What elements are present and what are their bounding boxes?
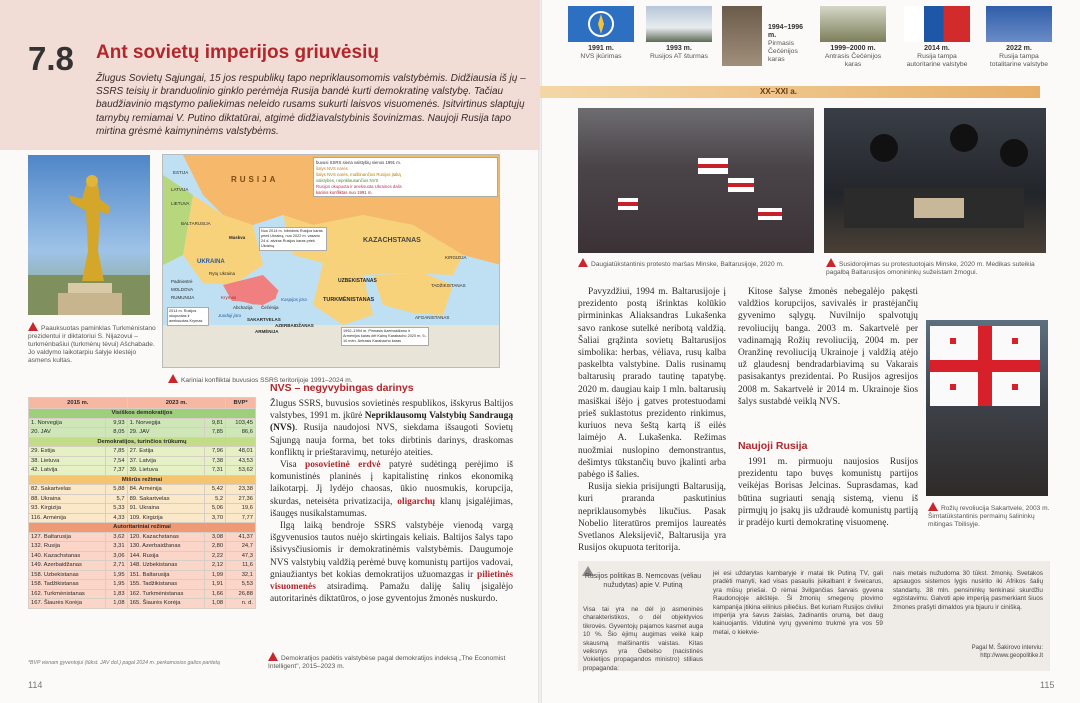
chapter-number: 7.8	[28, 40, 74, 77]
map-label-azerbaijan: AZERBAIDŽANAS	[275, 323, 314, 328]
warning-triangle-icon	[928, 502, 938, 511]
timeline-item-2014: 2014 m. Rusija tampa autoritarine valstybe	[902, 6, 972, 69]
table-cell: 53,62	[226, 466, 256, 476]
table-cell: 5,2	[204, 494, 225, 504]
table-cell: 7,38	[204, 456, 225, 466]
chapter-title: Ant sovietų imperijos griuvėsių	[96, 42, 379, 63]
table-cell: 8,05	[106, 428, 127, 438]
page-number-right: 115	[1040, 680, 1055, 690]
timeline-item-1999: 1999–2000 m. Antrasis Čečėnijos karas	[818, 6, 888, 69]
table-cell: 144. Rusija	[127, 551, 204, 561]
map-label-transnistria: Padniestrė	[171, 279, 193, 284]
warning-triangle-icon	[168, 374, 178, 383]
table-header-row	[29, 398, 256, 409]
table-cell: 130. Azerbaidžanas	[127, 542, 204, 552]
statue-photo	[28, 155, 150, 315]
map-label-afghanistan: AFGANISTANAS	[415, 315, 450, 320]
table-cell: 7,96	[204, 447, 225, 457]
table-section-row	[29, 475, 256, 485]
table-cell: 120. Kazachstanas	[127, 532, 204, 542]
table-cell: 3,06	[106, 551, 127, 561]
table-section-row	[29, 523, 256, 533]
warning-triangle-icon	[268, 652, 278, 661]
table-row	[29, 447, 256, 457]
map-label-moscow: Maskva	[229, 235, 246, 240]
table-cell: 1. Norvegija	[127, 418, 204, 428]
table-cell: 1,08	[106, 599, 127, 609]
table-cell: 165. Šiaurės Korėja	[127, 599, 204, 609]
table-header-gdp: BVP*	[226, 398, 256, 409]
table-cell: 162. Turkmėnistanas	[127, 589, 204, 599]
protest-crackdown-caption: Susidorojimas su protestuotojais Minske, 2020 m. Medikas suteikia pagalbą Baltarusijos omonininkų sužeistam žmogui.	[826, 258, 1048, 277]
table-cell: 39. Lietuva	[127, 466, 204, 476]
table-section-row	[29, 409, 256, 419]
table-row	[29, 513, 256, 523]
new-russia-text: 1991 m. pirmuoju naujosios Rusijos prezidentu tapo buvęs komunistų partijos veikėjas Borisas Jelcinas. Suprasdamas, kad būtina sugriauti senąją sistemą, vienu iš pirmųjų jo įsakų jis uždraudė komunistų partiją ir pradėjo kurti demokratinę visuomenę.	[738, 457, 918, 529]
table-row	[29, 542, 256, 552]
table-cell: 29. Estija	[29, 447, 106, 457]
map-label-tajikistan: TADŽIKISTANAS	[431, 283, 466, 288]
map-label-lithuania: LIETUVA	[171, 201, 190, 206]
table-cell: 23,38	[226, 485, 256, 495]
chechen-fighter-photo	[722, 6, 762, 66]
table-cell: 149. Azerbaidžanas	[29, 561, 106, 571]
table-section-title: Demokratijos, turinčios trūkumų	[29, 437, 256, 447]
nvs-paragraph-1: Žlugus SSRS, buvusios sovietinės respublikos, išskyrus Baltijos valstybes, 1991 m. įkūrė Nepriklausomų Valstybių Sandraugą (NVS). Rusija naudojosi NVS, siekdama išsaugoti Sovietų Sąjungą nauja forma, bet toks dirbtinis darinys, draskomas konfliktų ir prieštaravimų, neturėjo ateities.	[270, 399, 514, 458]
map-label-uzbekistan: UZBEKISTANAS	[338, 278, 377, 284]
timeline-item-1991: 1991 m. NVS įkūrimas	[566, 6, 636, 61]
table-section-row	[29, 437, 256, 447]
table-cell: n. d.	[226, 599, 256, 609]
nvs-paragraph-2: Visa posovietinė erdvė patyrė sudėtingą perėjimo iš komunistinės planinės į kapitalistinę rinkos ekonomiką laikotarpį. Jį lydėjo chaosas, ūkio nuosmukis, korupcija, skurdas, neteisėta privatizacija, oligarchų klanų įsigalėjimas, išaugęs nusikalstamumas.	[270, 460, 513, 519]
chapter-intro: Žlugus Sovietų Sąjungai, 15 jos respublikų tapo nepriklausomomis valstybėmis. Didžiausia iš jų – SSRS teisių ir branduolinio ginklo perėmėja Rusija bandė kurti demokratinę valstybę. Tačiau baudžiavinio mąstymo paliekimas neleido rusams sukurti laisvos visuomenės. Įsitvirtinus slaptųjų tarnybų remiamai V. Putino diktatūrai, atgimė didžiavalstybinis šovinizmas. Naujoji Rusija tapo mirtina grėsmė kaimyninėms valstybėms.	[96, 73, 526, 137]
table-row	[29, 561, 256, 571]
table-cell: 89. Sakartvelas	[127, 494, 204, 504]
map-label-chechnya: Čečėnija	[261, 305, 279, 310]
warning-triangle-icon	[28, 322, 38, 331]
map-label-kyrgyzstan: KIRGIZIJA	[445, 255, 467, 260]
table-cell: 7,37	[106, 466, 127, 476]
table-row	[29, 551, 256, 561]
map-label-crimea: Krymas	[221, 295, 237, 300]
rose-revolution-photo	[926, 320, 1048, 496]
table-cell: 37. Latvija	[127, 456, 204, 466]
table-row	[29, 456, 256, 466]
map-note-karabakh: 1992–1994 m. Pirmasis Azerbaidžano ir Armėnijos karas dėl Kalnų Karabacho 2020 m. 9–10 mėn. Antrasis Karabacho karas	[341, 327, 429, 346]
table-cell: 1,95	[106, 570, 127, 580]
table-cell: 103,45	[226, 418, 256, 428]
map-label-russia: RUSIJA	[231, 175, 279, 184]
timeline-item-1993: 1993 m. Rusijos AT šturmas	[644, 6, 714, 61]
quote-column-3: nais metais nužudoma 30 tūkst. žmonių. Svetakos apsaugos sistemos lygis nusirito iki Afrikos šalių standartų. 38 mln. pensininkų tenkinasi skurdžiu egzistavimu. Galvoti apie imperiją pasmerkiant šiuos žmones prašyti dimaldos yra bjauru ir cinišką.	[893, 570, 1043, 611]
protest-crackdown-photo	[824, 108, 1046, 253]
timeline-era-label: XX–XXI a.	[760, 87, 797, 96]
table-cell: 86,6	[226, 428, 256, 438]
table-cell: 5,06	[204, 504, 225, 514]
table-cell: 91. Ukraina	[127, 504, 204, 514]
table-section-title: Mišrūs režimai	[29, 475, 256, 485]
table-cell: 158. Uzbekistanas	[29, 570, 106, 580]
quote-column-1: Visa tai yra ne dėl jo asmeninės charakteristikos, o dėl objektyvios tikrovės. Gyventojų pajamos kasmet auga 10 %. Šio ėjimų augimas veikė kaip skausmą malšinantis vaistas. Kitas veiksnys yra Gebelso (nacistinės Vokietijos propagandos ministro) stiliaus propaganda:	[583, 606, 703, 672]
map-label-georgia: SAKARTVELAS	[247, 317, 281, 322]
table-footnote: *BVP vienam gyventojui (tūkst. JAV dol.) pagal 2024 m. perkamosios galios paritetą	[28, 660, 220, 666]
table-row	[29, 494, 256, 504]
map-note-crimea: 2014 m. Rusijos okupuotas ir aneksuotas Krymas	[167, 307, 209, 326]
table-cell: 1,83	[106, 589, 127, 599]
democracy-index-table	[28, 397, 256, 609]
table-cell: 20. JAV	[29, 428, 106, 438]
table-cell: 3,70	[204, 513, 225, 523]
timeline-item-1994: 1994–1996 m. Pirmasis Čečėnijos karas	[722, 6, 812, 66]
table-cell: 84. Armėnija	[127, 485, 204, 495]
table-cell: 1,91	[204, 580, 225, 590]
table-row	[29, 504, 256, 514]
table-header-2015: 2015 m.	[29, 398, 128, 409]
table-cell: 2,12	[204, 561, 225, 571]
table-row	[29, 428, 256, 438]
table-cell: 3,08	[204, 532, 225, 542]
table-cell: 5,7	[106, 494, 127, 504]
table-cell: 93. Kirgizija	[29, 504, 106, 514]
map-label-moldova: MOLDOVA	[171, 287, 194, 292]
table-cell: 5,42	[204, 485, 225, 495]
table-row	[29, 485, 256, 495]
table-row	[29, 532, 256, 542]
table-cell: 41,37	[226, 532, 256, 542]
cis-emblem-icon	[568, 6, 634, 42]
table-cell: 5,88	[106, 485, 127, 495]
table-cell: 3,62	[106, 532, 127, 542]
table-cell: 1. Norvegija	[29, 418, 106, 428]
table-cell: 43,53	[226, 456, 256, 466]
table-cell: 4,33	[106, 513, 127, 523]
table-cell: 42. Latvija	[29, 466, 106, 476]
table-cell: 2,71	[106, 561, 127, 571]
table-cell: 2,22	[204, 551, 225, 561]
map-label-turkmenistan: TURKMĖNISTANAS	[323, 297, 375, 303]
map-label-caspian: Kaspijos jūra	[281, 297, 307, 302]
table-cell: 19,6	[226, 504, 256, 514]
map-label-kazakhstan: KAZACHSTANAS	[363, 237, 421, 244]
table-cell: 5,53	[226, 580, 256, 590]
map-label-east-ukraine: Rytų Ukraina	[209, 271, 236, 276]
table-header-2023: 2023 m.	[127, 398, 226, 409]
table-cell: 151. Baltarusija	[127, 570, 204, 580]
nvs-text	[270, 398, 513, 605]
table-cell: 1,66	[204, 589, 225, 599]
table-cell: 7,77	[226, 513, 256, 523]
table-row	[29, 466, 256, 476]
warning-triangle-icon	[578, 258, 588, 267]
table-row	[29, 570, 256, 580]
map-label-armenia: ARMĖNIJA	[255, 329, 279, 334]
table-cell: 140. Kazachstanas	[29, 551, 106, 561]
table-cell: 27,36	[226, 494, 256, 504]
table-cell: 155. Tadžikistanas	[127, 580, 204, 590]
putin-speech-photo	[986, 6, 1052, 42]
table-cell: 109. Kirgizija	[127, 513, 204, 523]
table-cell: 158. Tadžikistanas	[29, 580, 106, 590]
parliament-photo	[646, 6, 712, 42]
table-cell: 9,81	[204, 418, 225, 428]
map-label-black-sea: Juodoji jūra	[218, 313, 242, 318]
warning-triangle-icon	[826, 258, 836, 267]
table-cell: 32,1	[226, 570, 256, 580]
map-label-romania: RUMUNIJA	[171, 295, 195, 300]
quote-title: Rusijos politikas B. Nemcovas (vėliau nužudytas) apie V. Putiną	[584, 573, 702, 589]
table-cell: 29. JAV	[127, 428, 204, 438]
table-cell: 47,3	[226, 551, 256, 561]
rose-revolution-caption: Rožių revoliucija Sakartvele, 2003 m. Šimtatūkstantinis permainų šalininkų mitingas Tbilisyje.	[928, 502, 1050, 529]
table-cell: 48,01	[226, 447, 256, 457]
table-cell: 82. Sakartvelas	[29, 485, 106, 495]
putin-flag-photo	[904, 6, 970, 42]
minsk-march-caption: Daugiatūkstantinis protesto maršas Minske, Baltarusijoje, 2020 m.	[578, 258, 814, 269]
table-cell: 27. Estija	[127, 447, 204, 457]
table-cell: 11,6	[226, 561, 256, 571]
table-section-title: Visiškos demokratijos	[29, 409, 256, 419]
conflict-map	[162, 154, 500, 368]
table-row	[29, 599, 256, 609]
color-revolutions-text: Kitose šalyse žmonės nebegalėjo pakęsti valdžios korupcijos, savivalės ir prastėjančių gyvenimo sąlygų. Nuvilnijo spalvotųjų revoliucijų banga. 2003 m. Sakartvelė per vadinamąją Rožių revoliuciją, 2004 m. per Oranžinę revoliuciją Ukrainoje į valdžią atėjo už glaudesnį bendradarbiavimą su Vakarais pasisakantys prezidentai. Po Rusijos agresijos 2008 m. Sakartvelė ir 2014 m. Ukrainoje šios šalys sustabdė veiklą NVS.	[738, 287, 918, 407]
table-cell: 3,31	[106, 542, 127, 552]
table-cell: 7,54	[106, 456, 127, 466]
page-number-left: 114	[28, 680, 43, 690]
table-cell: 7,85	[106, 447, 127, 457]
table-row	[29, 418, 256, 428]
map-note-ukraine-war: Nuo 2014 m. hibridinis Rusijos karas prieš Ukrainą, nuo 2022 m. vasario 24 d. atviras Rusijos karas prieš Ukrainą	[259, 227, 327, 251]
table-cell: 7,85	[204, 428, 225, 438]
map-label-belarus: BALTARUSIJA	[181, 221, 211, 226]
new-russia-heading: Naujoji Rusija	[738, 440, 808, 452]
table-cell: 1,08	[204, 599, 225, 609]
quote-source: Pagal M. Šakirovo interviu: http://www.geopolitike.lt	[971, 645, 1043, 660]
map-label-ukraine: UKRAINA	[197, 259, 225, 265]
table-section-title: Autoritariniai režimai	[29, 523, 256, 533]
table-cell: 1,99	[204, 570, 225, 580]
map-label-estonia: ESTIJA	[173, 170, 189, 175]
minsk-march-photo	[578, 108, 814, 253]
table-cell: 127. Baltarusija	[29, 532, 106, 542]
table-cell: 116. Armėnija	[29, 513, 106, 523]
table-cell: 2,80	[204, 542, 225, 552]
map-caption: Kariniai konfliktai buvusios SSRS teritorijoje 1991–2024 m.	[168, 374, 498, 385]
table-cell: 167. Šiaurės Korėja	[29, 599, 106, 609]
table-cell: 9,93	[106, 418, 127, 428]
map-label-latvia: LATVIJA	[171, 187, 189, 192]
table-cell: 26,88	[226, 589, 256, 599]
table-cell: 88. Ukraina	[29, 494, 106, 504]
table-cell: 162. Turkmėnistanas	[29, 589, 106, 599]
table-row	[29, 580, 256, 590]
table-cell: 5,33	[106, 504, 127, 514]
nvs-heading: NVS – negyvybingas darinys	[270, 382, 414, 394]
tank-photo	[820, 6, 886, 42]
statue-caption: Paauksuotas paminklas Turkmėnistano prezidentui ir diktatoriui S. Nijazovui – turkmėnbašiui (turkmėnų tėvui) Ašchabade. Jo valdymo laikotarpiu šalyje klestėjo asmens kultas.	[28, 322, 156, 365]
table-cell: 1,95	[106, 580, 127, 590]
table-caption: Demokratijos padėtis valstybėse pagal demokratijos indeksą „The Economist Intelligent", 2015–2023 m.	[268, 652, 508, 671]
table-cell: 38. Lietuva	[29, 456, 106, 466]
table-cell: 132. Rusija	[29, 542, 106, 552]
table-row	[29, 589, 256, 599]
belarus-text: Pavyzdžiui, 1994 m. Baltarusijoje į prezidento postą išrinktas kolūkio pirmininkas Aliaksandras Lukašenka savo rankose sutelkė neribotą valdžią. Šaliai grąžinta sovietų Baltarusijos simbolika: herbas, vėliava, rusų kalba paskelbta valstybine. Dalis rusinamų baltarusių prarado tautinę tapatybę. 2020 m. daugiau kaip 1 mln. baltarusių masiškai išėjo į gatves protestuodami prieš suklastotus prezidento rinkimus, kuriuos neva šeštą kartą iš eilės laimėjo A. Lukašenka. Režimas nuožmiai nuslopino demonstrantus, dešimtys tūkstančių buvo įkalinti arba pabėgo iš šalies. Rusija siekia prisijungti Baltarusiją, kuri praranda paskutinius nepriklausomybės likučius. Pasak Nobelio literatūros premijos laureatės Svetlanos Aleksijevič, Baltarusija yra Rusijos okupuota teritorija.	[578, 287, 726, 554]
table-cell: 7,31	[204, 466, 225, 476]
map-legend: buvusi SSRS siena valstybių sienos 1991 m. šalys NVS narės šalys NVS narės, maštinančios Rusijos įtaką valstybės, nepriklausančios NVS Rusijos okupuota ir aneksuota Ukrainos dalis karinis konfliktas nuo 1991 m.	[313, 157, 498, 197]
quote-column-2: jei esi uždarytas kambaryje ir matai tik Putiną TV, gali pradėti manyti, kad visas pasaulis įsikalbant ir šveicarus, yra mūsų priešai. O rėmai 3vilgančias šarvais gyvena Raudonojoje aikštėje. Ši žmonių smegenų plovimo kampanija įtikina eilinius piliečius. Bet kuriam Rusijos civiliui imperija yra šavus žaislas, žadinantis orumą, bet daug kainuojantis. Vidutinė vyrų gyvenimo trukmė yra vos 59 metai, o kiekvie-	[713, 570, 883, 636]
timeline-item-2022: 2022 m. Rusija tampa totalitarine valstybe	[984, 6, 1054, 69]
map-label-abkhazia: Abchazija	[233, 305, 253, 310]
table-cell: 148. Uzbekistanas	[127, 561, 204, 571]
nvs-paragraph-3: Ilgą laiką bendroje SSRS valstybėje vienodą vargą išgyvenusios tautos nuėjo skirtingais keliais. Baltijos šalys tapo išsivysčiusiomis ir demokratinėmis valstybėmis. Daugumoje NVS valstybių valdžią perėmė buvę komunistų partijos vadovai, gniaužiantys bet kokias demokratijos užuomazgas ir pilietinės visuomenės atsiradimą. Pamažu daliję šalių įsigalėjo autoritarinės diktatūros, o jose gyventojus žmonės nuskurdo.	[270, 521, 513, 605]
table-cell: 24,7	[226, 542, 256, 552]
